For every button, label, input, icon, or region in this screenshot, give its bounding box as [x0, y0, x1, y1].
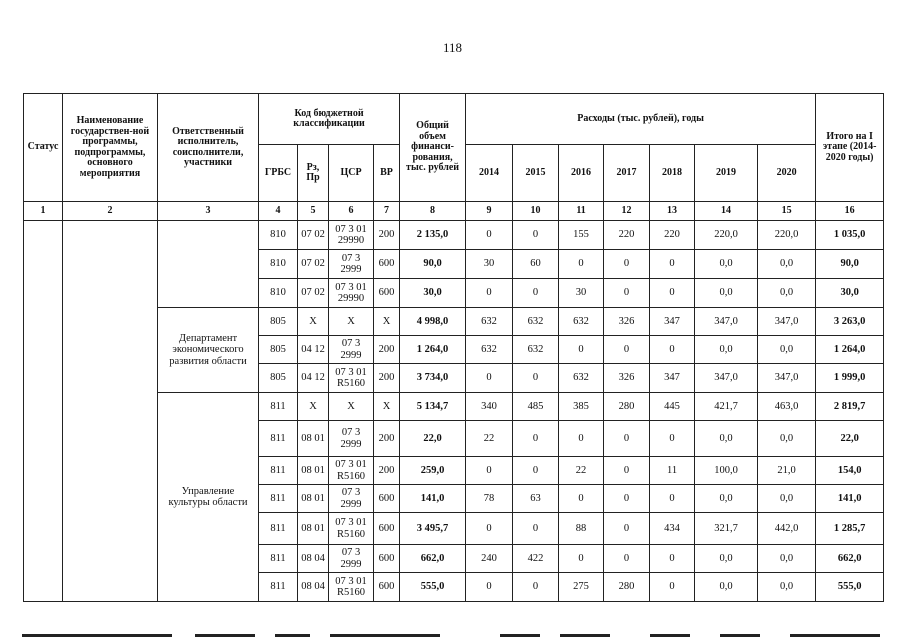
year-2019-cell: 0,0: [695, 573, 758, 602]
year-2016-cell: 155: [559, 221, 604, 250]
vr-cell: 600: [374, 573, 400, 602]
column-number: 11: [559, 202, 604, 221]
csr-cell: 07 3 01 R5160: [329, 457, 374, 485]
stage-total-cell: 555,0: [816, 573, 884, 602]
rzpr-cell: 08 01: [298, 513, 329, 545]
grbs-cell: 810: [259, 221, 298, 250]
year-2014-cell: 0: [466, 221, 513, 250]
year-2016-cell: 0: [559, 421, 604, 457]
executor-culture: Управление культуры области: [158, 393, 259, 602]
column-number: 7: [374, 202, 400, 221]
csr-cell: X: [329, 308, 374, 336]
csr-cell: X: [329, 393, 374, 421]
rzpr-cell: 08 01: [298, 421, 329, 457]
vr-cell: 600: [374, 485, 400, 513]
year-2020-cell: 21,0: [758, 457, 816, 485]
grbs-cell: 811: [259, 393, 298, 421]
year-2020-cell: 0,0: [758, 421, 816, 457]
column-number: 10: [513, 202, 559, 221]
year-2014-cell: 0: [466, 457, 513, 485]
year-2015-cell: 0: [513, 221, 559, 250]
total-volume-cell: 1 264,0: [400, 336, 466, 364]
col-grbs-header: ГРБС: [259, 145, 298, 202]
footer-rule: [0, 632, 905, 640]
year-2018-cell: 0: [650, 336, 695, 364]
grbs-cell: 805: [259, 364, 298, 393]
year-2016-cell: 275: [559, 573, 604, 602]
year-2020-cell: 0,0: [758, 279, 816, 308]
year-2018-cell: 0: [650, 250, 695, 279]
col-year-header: 2017: [604, 145, 650, 202]
year-2017-cell: 0: [604, 545, 650, 573]
csr-cell: 07 3 2999: [329, 336, 374, 364]
csr-cell: 07 3 2999: [329, 250, 374, 279]
year-2019-cell: 0,0: [695, 421, 758, 457]
year-2018-cell: 11: [650, 457, 695, 485]
column-number: 9: [466, 202, 513, 221]
year-2018-cell: 347: [650, 364, 695, 393]
column-number: 3: [158, 202, 259, 221]
year-2014-cell: 78: [466, 485, 513, 513]
year-2015-cell: 60: [513, 250, 559, 279]
col-rzpr-header: Рз, Пр: [298, 145, 329, 202]
rzpr-cell: 08 01: [298, 485, 329, 513]
year-2017-cell: 0: [604, 421, 650, 457]
csr-cell: 07 3 01 R5160: [329, 364, 374, 393]
year-2019-cell: 0,0: [695, 485, 758, 513]
stage-total-cell: 90,0: [816, 250, 884, 279]
column-number: 6: [329, 202, 374, 221]
year-2017-cell: 220: [604, 221, 650, 250]
year-2015-cell: 632: [513, 336, 559, 364]
year-2016-cell: 88: [559, 513, 604, 545]
year-2018-cell: 434: [650, 513, 695, 545]
column-number-row: [24, 202, 884, 221]
name-cell: [63, 221, 158, 602]
year-2015-cell: 63: [513, 485, 559, 513]
year-2016-cell: 30: [559, 279, 604, 308]
total-volume-cell: 30,0: [400, 279, 466, 308]
column-number: 15: [758, 202, 816, 221]
col-total-volume-header: Общий объем финанси-рования, тыс. рублей: [400, 94, 466, 202]
year-2015-cell: 0: [513, 279, 559, 308]
year-2020-cell: 220,0: [758, 221, 816, 250]
year-2015-cell: 485: [513, 393, 559, 421]
year-2014-cell: 632: [466, 336, 513, 364]
year-2017-cell: 0: [604, 457, 650, 485]
year-2015-cell: 0: [513, 573, 559, 602]
total-volume-cell: 555,0: [400, 573, 466, 602]
col-year-header: 2018: [650, 145, 695, 202]
year-2018-cell: 220: [650, 221, 695, 250]
year-2019-cell: 0,0: [695, 279, 758, 308]
csr-cell: 07 3 2999: [329, 421, 374, 457]
col-year-header: 2014: [466, 145, 513, 202]
rzpr-cell: 04 12: [298, 336, 329, 364]
grbs-cell: 811: [259, 457, 298, 485]
col-year-header: 2016: [559, 145, 604, 202]
stage-total-cell: 141,0: [816, 485, 884, 513]
year-2014-cell: 632: [466, 308, 513, 336]
year-2017-cell: 326: [604, 308, 650, 336]
year-2017-cell: 0: [604, 485, 650, 513]
year-2015-cell: 0: [513, 513, 559, 545]
vr-cell: 200: [374, 457, 400, 485]
year-2014-cell: 0: [466, 573, 513, 602]
vr-cell: 200: [374, 421, 400, 457]
col-year-header: 2020: [758, 145, 816, 202]
page-number: 118: [442, 40, 463, 55]
vr-cell: 200: [374, 364, 400, 393]
column-number: 14: [695, 202, 758, 221]
stage-total-cell: 1 999,0: [816, 364, 884, 393]
rzpr-cell: X: [298, 393, 329, 421]
stage-total-cell: 1 035,0: [816, 221, 884, 250]
year-2019-cell: 0,0: [695, 545, 758, 573]
stage-total-cell: 662,0: [816, 545, 884, 573]
year-2014-cell: 0: [466, 364, 513, 393]
vr-cell: 600: [374, 250, 400, 279]
column-number: 13: [650, 202, 695, 221]
year-2016-cell: 22: [559, 457, 604, 485]
rzpr-cell: X: [298, 308, 329, 336]
year-2018-cell: 0: [650, 421, 695, 457]
year-2019-cell: 220,0: [695, 221, 758, 250]
vr-cell: 600: [374, 545, 400, 573]
year-2016-cell: 0: [559, 485, 604, 513]
csr-cell: 07 3 01 29990: [329, 279, 374, 308]
year-2019-cell: 347,0: [695, 308, 758, 336]
year-2014-cell: 0: [466, 513, 513, 545]
col-status-header: Статус: [24, 94, 63, 202]
column-number: 8: [400, 202, 466, 221]
total-volume-cell: 2 135,0: [400, 221, 466, 250]
rzpr-cell: 07 02: [298, 221, 329, 250]
rzpr-cell: 07 02: [298, 250, 329, 279]
stage-total-cell: 3 263,0: [816, 308, 884, 336]
year-2017-cell: 0: [604, 279, 650, 308]
year-2014-cell: 0: [466, 279, 513, 308]
year-2014-cell: 340: [466, 393, 513, 421]
year-2014-cell: 22: [466, 421, 513, 457]
vr-cell: 600: [374, 279, 400, 308]
col-name-header: Наименование государствен-ной программы, подпрограммы, основного мероприятия: [63, 94, 158, 202]
grbs-cell: 811: [259, 573, 298, 602]
grbs-cell: 805: [259, 308, 298, 336]
col-csr-header: ЦСР: [329, 145, 374, 202]
vr-cell: 200: [374, 221, 400, 250]
year-2014-cell: 240: [466, 545, 513, 573]
col-year-header: 2019: [695, 145, 758, 202]
col-vr-header: ВР: [374, 145, 400, 202]
grbs-cell: 811: [259, 513, 298, 545]
grbs-cell: 811: [259, 485, 298, 513]
total-volume-cell: 90,0: [400, 250, 466, 279]
grbs-cell: 811: [259, 421, 298, 457]
year-2015-cell: 0: [513, 457, 559, 485]
year-2020-cell: 0,0: [758, 545, 816, 573]
year-2016-cell: 0: [559, 336, 604, 364]
year-2019-cell: 100,0: [695, 457, 758, 485]
stage-total-cell: 30,0: [816, 279, 884, 308]
col-expenses-header: Расходы (тыс. рублей), годы: [466, 94, 816, 145]
rzpr-cell: 08 04: [298, 573, 329, 602]
year-2015-cell: 632: [513, 308, 559, 336]
stage-total-cell: 1 264,0: [816, 336, 884, 364]
year-2020-cell: 0,0: [758, 336, 816, 364]
column-number: 1: [24, 202, 63, 221]
csr-cell: 07 3 01 R5160: [329, 513, 374, 545]
rzpr-cell: 07 02: [298, 279, 329, 308]
header-row-1: [24, 94, 884, 145]
column-number: 12: [604, 202, 650, 221]
year-2019-cell: 347,0: [695, 364, 758, 393]
rzpr-cell: 04 12: [298, 364, 329, 393]
year-2017-cell: 0: [604, 513, 650, 545]
stage-total-cell: 22,0: [816, 421, 884, 457]
year-2016-cell: 385: [559, 393, 604, 421]
col-executor-header: Ответственный исполнитель, соисполнители, участники: [158, 94, 259, 202]
year-2017-cell: 280: [604, 573, 650, 602]
year-2017-cell: 280: [604, 393, 650, 421]
year-2016-cell: 0: [559, 545, 604, 573]
year-2015-cell: 422: [513, 545, 559, 573]
column-number: 5: [298, 202, 329, 221]
col-year-header: 2015: [513, 145, 559, 202]
stage-total-cell: 1 285,7: [816, 513, 884, 545]
column-number: 4: [259, 202, 298, 221]
total-volume-cell: 3 734,0: [400, 364, 466, 393]
year-2020-cell: 347,0: [758, 364, 816, 393]
csr-cell: 07 3 01 29990: [329, 221, 374, 250]
grbs-cell: 810: [259, 250, 298, 279]
table-row: [24, 221, 884, 250]
total-volume-cell: 4 998,0: [400, 308, 466, 336]
col-budget-code-header: Код бюджетной классификации: [259, 94, 400, 145]
rzpr-cell: 08 04: [298, 545, 329, 573]
year-2019-cell: 421,7: [695, 393, 758, 421]
year-2019-cell: 0,0: [695, 250, 758, 279]
year-2020-cell: 442,0: [758, 513, 816, 545]
vr-cell: 600: [374, 513, 400, 545]
column-number: 2: [63, 202, 158, 221]
grbs-cell: 805: [259, 336, 298, 364]
year-2020-cell: 0,0: [758, 250, 816, 279]
year-2018-cell: 0: [650, 573, 695, 602]
year-2018-cell: 0: [650, 545, 695, 573]
year-2018-cell: 347: [650, 308, 695, 336]
total-volume-cell: 141,0: [400, 485, 466, 513]
year-2017-cell: 326: [604, 364, 650, 393]
column-number: 16: [816, 202, 884, 221]
total-volume-cell: 3 495,7: [400, 513, 466, 545]
year-2016-cell: 632: [559, 364, 604, 393]
year-2016-cell: 0: [559, 250, 604, 279]
year-2017-cell: 0: [604, 250, 650, 279]
year-2019-cell: 321,7: [695, 513, 758, 545]
csr-cell: 07 3 01 R5160: [329, 573, 374, 602]
year-2015-cell: 0: [513, 421, 559, 457]
csr-cell: 07 3 2999: [329, 485, 374, 513]
executor-economy: Департамент экономического развития области: [158, 308, 259, 393]
year-2015-cell: 0: [513, 364, 559, 393]
status-cell: [24, 221, 63, 602]
grbs-cell: 811: [259, 545, 298, 573]
year-2017-cell: 0: [604, 336, 650, 364]
year-2014-cell: 30: [466, 250, 513, 279]
total-volume-cell: 259,0: [400, 457, 466, 485]
executor-cell: [158, 221, 259, 308]
vr-cell: 200: [374, 336, 400, 364]
vr-cell: X: [374, 393, 400, 421]
grbs-cell: 810: [259, 279, 298, 308]
stage-total-cell: 154,0: [816, 457, 884, 485]
budget-table: [23, 93, 884, 602]
col-stage-total-header: Итого на I этапе (2014-2020 годы): [816, 94, 884, 202]
year-2018-cell: 0: [650, 485, 695, 513]
csr-cell: 07 3 2999: [329, 545, 374, 573]
year-2020-cell: 0,0: [758, 485, 816, 513]
vr-cell: X: [374, 308, 400, 336]
total-volume-cell: 22,0: [400, 421, 466, 457]
year-2020-cell: 463,0: [758, 393, 816, 421]
total-volume-cell: 5 134,7: [400, 393, 466, 421]
year-2018-cell: 0: [650, 279, 695, 308]
stage-total-cell: 2 819,7: [816, 393, 884, 421]
year-2016-cell: 632: [559, 308, 604, 336]
year-2018-cell: 445: [650, 393, 695, 421]
rzpr-cell: 08 01: [298, 457, 329, 485]
year-2019-cell: 0,0: [695, 336, 758, 364]
year-2020-cell: 0,0: [758, 573, 816, 602]
year-2020-cell: 347,0: [758, 308, 816, 336]
budget-table-body: [24, 221, 884, 602]
total-volume-cell: 662,0: [400, 545, 466, 573]
